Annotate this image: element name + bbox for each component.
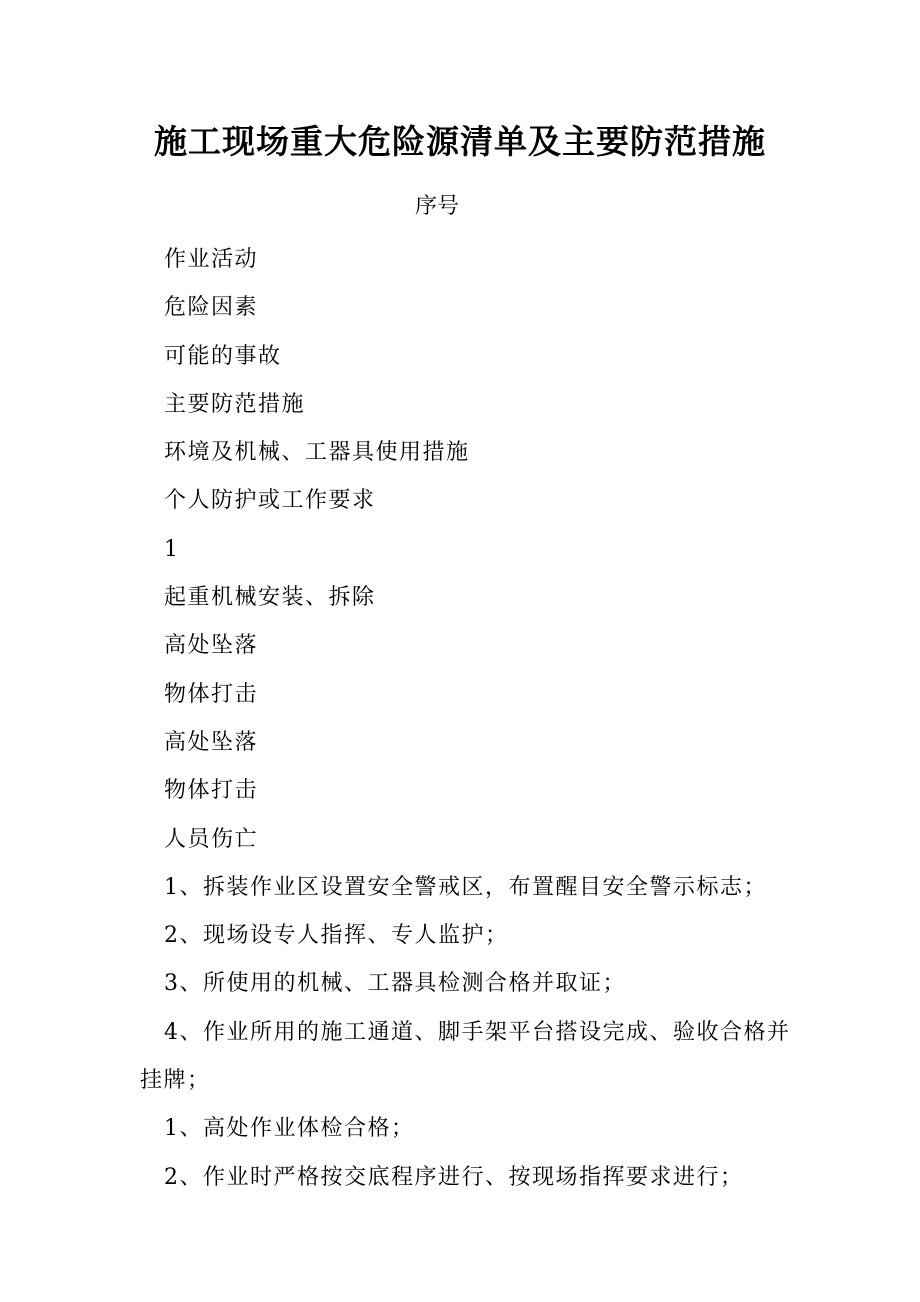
paragraph-personal-requirement: 1、高处作业体检合格；	[164, 1116, 415, 1142]
paragraph-activity: 起重机械安装、拆除	[164, 585, 376, 611]
paragraph-measure: 1、拆装作业区设置安全警戒区，布置醒目安全警示标志；	[164, 874, 767, 900]
paragraph-environment-header: 环境及机械、工器具使用措施	[164, 440, 470, 466]
paragraph-measure: 3、所使用的机械、工器具检测合格并取证；	[164, 971, 626, 997]
paragraph-accident-header: 可能的事故	[164, 343, 282, 369]
paragraph-personal-requirement: 2、作业时严格按交底程序进行、按现场指挥要求进行；	[164, 1164, 744, 1190]
paragraph-hazard: 物体打击	[164, 681, 259, 707]
table-header-serial-number: 序号	[414, 194, 459, 219]
paragraph-hazard-header: 危险因素	[164, 295, 259, 321]
paragraph-accident: 物体打击	[164, 778, 259, 804]
paragraph-measure: 2、现场设专人指挥、专人监护；	[164, 923, 509, 949]
paragraph-hazard: 高处坠落	[164, 633, 259, 659]
document-body	[140, 236, 800, 1202]
paragraph-activity-header: 作业活动	[164, 247, 259, 272]
paragraph-personal-header: 个人防护或工作要求	[164, 488, 376, 514]
paragraph-measure: 4、作业所用的施工通道、脚手架平台搭设完成、验收合格并挂牌；	[140, 1019, 791, 1094]
paragraph-accident: 人员伤亡	[164, 826, 259, 852]
paragraph-row-number: 1	[164, 536, 180, 562]
paragraph-accident: 高处坠落	[164, 729, 259, 755]
document-title: 施工现场重大危险源清单及主要防范措施	[154, 122, 766, 161]
paragraph-measures-header: 主要防范措施	[164, 391, 306, 417]
